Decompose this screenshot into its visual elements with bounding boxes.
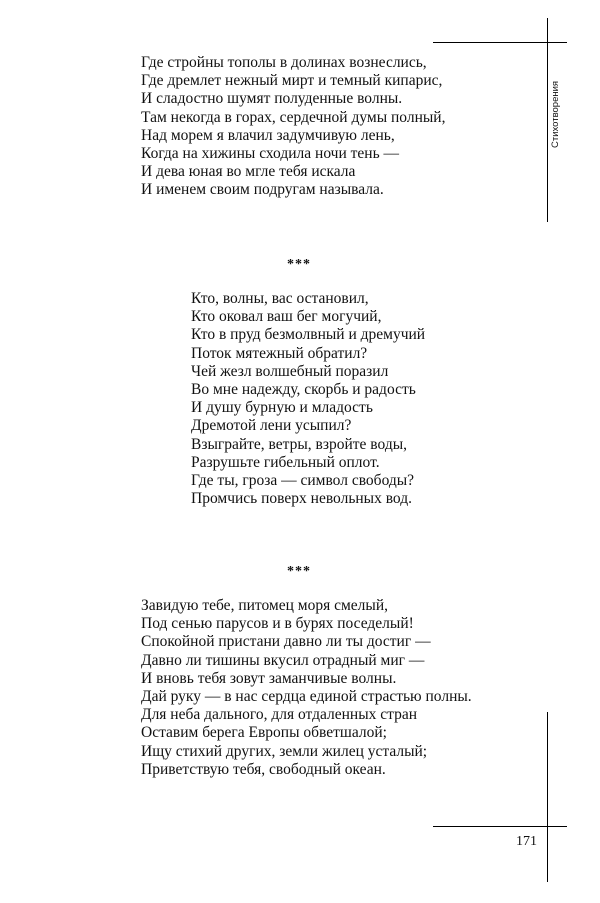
poem-line: И душу бурную и младость (191, 399, 373, 417)
poem-line: И вновь тебя зовут заманчивые волны. (141, 669, 397, 687)
poem-line: Кто в пруд безмолвный и дремучий (191, 326, 426, 344)
poem-line: Приветствую тебя, свободный океан. (141, 760, 386, 778)
poem-line: Оставим берега Европы обветшалой; (141, 724, 387, 742)
poem-line: И именем своим подругам называла. (141, 181, 384, 199)
bottom-frame-horizontal-rule (433, 826, 567, 827)
poem-line: Ищу стихий других, земли жилец усталый; (141, 742, 428, 760)
section-separator: *** (287, 564, 311, 579)
poem-line: Спокойной пристани давно ли ты достиг — (141, 633, 431, 651)
poem-line: Взыграйте, ветры, взройте воды, (191, 435, 408, 453)
poem-line: Промчись поверх невольных вод. (191, 490, 412, 508)
poem-line: Дай руку — в нас сердца единой страстью полны. (141, 688, 472, 706)
poem-line: Над морем я влачил задумчивую лень, (141, 126, 395, 144)
poem-line: Для неба дального, для отдаленных стран (141, 706, 418, 724)
poem-line: Когда на хижины сходила ночи тень — (141, 145, 400, 163)
poem-3 (141, 597, 472, 779)
poem-line: Давно ли тишины вкусил отрадный миг — (141, 651, 425, 669)
section-separator: *** (287, 257, 311, 272)
page-number: 171 (516, 834, 537, 849)
poem-line: Кто, волны, вас остановил, (191, 290, 369, 307)
poem-line: Дремотой лени усыпил? (191, 417, 352, 435)
poem-line: И дева юная во мгле тебя искала (141, 163, 356, 181)
poem-2 (191, 290, 425, 508)
poem-line: Поток мятежный обратил? (191, 344, 368, 362)
poem-line: Где ты, гроза — символ свободы? (191, 472, 415, 490)
top-frame-vertical-rule (547, 18, 548, 222)
running-head: Стихотворения (550, 80, 561, 148)
poem-line: И сладостно шумят полуденные волны. (141, 90, 403, 108)
poem-line: Под сенью парусов и в бурях поседелый! (141, 615, 414, 633)
poem-line: Где дремлет нежный мирт и темный кипарис, (141, 72, 443, 90)
poem-line: Где стройны тополы в долинах вознеслись, (141, 54, 427, 71)
poem-line: Кто оковал ваш бег могучий, (191, 308, 382, 326)
poem-line: Завидую тебе, питомец моря смелый, (141, 597, 388, 614)
poem-1 (141, 54, 445, 200)
poem-line: Во мне надежду, скорбь и радость (191, 381, 416, 399)
poem-line: Разрушьте гибельный оплот. (191, 453, 380, 471)
bottom-frame-vertical-rule (547, 712, 548, 882)
poem-line: Чей жезл волшебный поразил (191, 362, 389, 380)
poem-line: Там некогда в горах, сердечной думы полный, (141, 108, 446, 126)
